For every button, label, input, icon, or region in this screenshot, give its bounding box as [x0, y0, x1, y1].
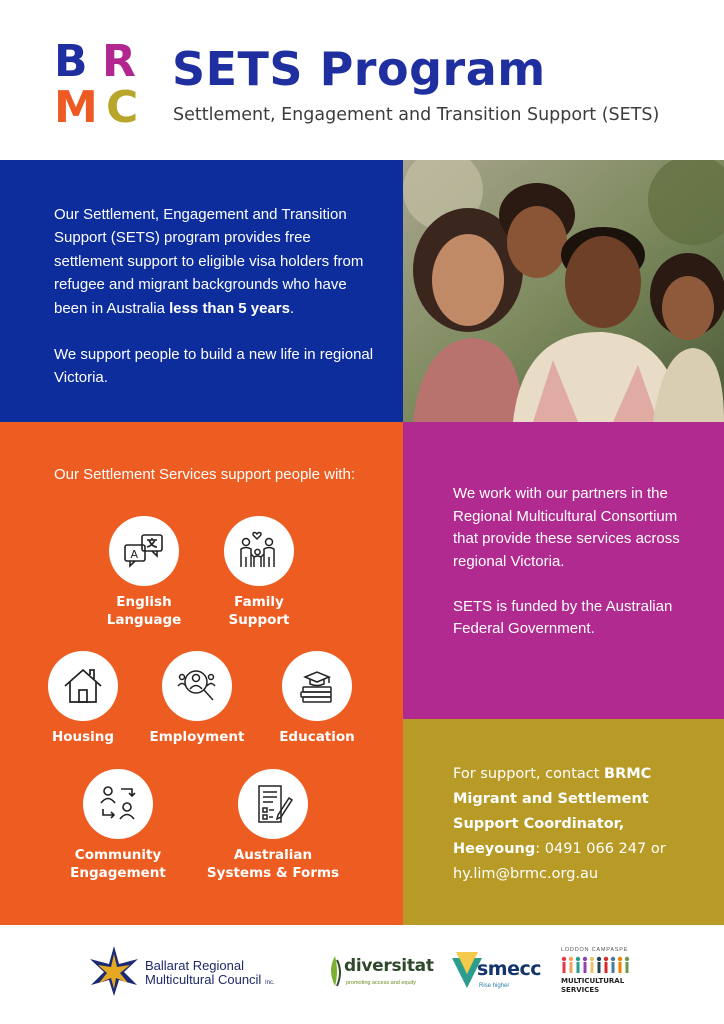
- service-label-line1: Australian: [233, 847, 313, 863]
- family-photo: [403, 160, 724, 422]
- brmc-footer-line2: [145, 973, 275, 990]
- service-label-line1: Community: [74, 847, 162, 863]
- lcms-line2: SERVICES: [561, 986, 600, 994]
- intro-text: [54, 203, 384, 390]
- service-label: [38, 847, 198, 882]
- diversitat-logo-text: diversitat: [344, 956, 434, 976]
- service-label-line1: Employment: [149, 729, 245, 745]
- brmc-footer-name: [145, 959, 275, 990]
- service-icon-circle: [109, 516, 179, 586]
- service-label-line1: Family: [234, 594, 284, 610]
- employment-search-icon: [175, 664, 219, 708]
- logo-letter-c: C: [106, 82, 139, 133]
- brmc-logo: [54, 36, 146, 133]
- intro-paragraph-1: [54, 203, 384, 320]
- brmc-footer-line2-text: Multicultural Council: [145, 972, 262, 987]
- graduation-books-icon: [295, 664, 339, 708]
- lcms-line1: MULTICULTURAL: [561, 977, 625, 985]
- partners-text: [453, 483, 703, 641]
- service-label: [237, 729, 397, 747]
- brmc-footer-inc: Inc.: [264, 980, 275, 986]
- service-label-line2: Systems & Forms: [206, 864, 340, 881]
- intro-p1-end: .: [290, 299, 295, 317]
- service-family-support: [179, 516, 339, 629]
- service-icon-circle: [224, 516, 294, 586]
- contact-prefix: For support, contact: [453, 766, 605, 782]
- family-photo-illustration: [403, 160, 724, 422]
- partners-paragraph-2: SETS is funded by the Australian Federal Government.: [453, 597, 673, 637]
- contact-coordinator: BRMC Migrant and Settlement Support Coordinator, Heeyoung: [453, 766, 652, 857]
- intro-p1-text: Our Settlement, Engagement and Transition Support (SETS) program provides free settlement support to eligible visa holders from refugee and migrant backgrounds who have been in Australia: [54, 206, 364, 317]
- service-label-line2: Support: [228, 611, 290, 628]
- diversitat-tagline: promoting access and equity: [346, 980, 417, 986]
- service-label-line1: Education: [279, 729, 355, 745]
- logo-letter-r: R: [102, 36, 136, 87]
- page-title: SETS Program: [172, 42, 546, 96]
- house-icon: [61, 664, 105, 708]
- intro-paragraph-2: We support people to build a new life in regional Victoria.: [54, 346, 374, 387]
- service-icon-circle: [48, 651, 118, 721]
- contact-details: : 0491 066 247 or hy.lim@brmc.org.au: [453, 841, 666, 882]
- services-lead: Our Settlement Services support people with:: [54, 466, 355, 483]
- service-label-line2: Language: [106, 611, 182, 628]
- lcms-people-icon: [561, 956, 633, 974]
- contact-text: [453, 762, 708, 887]
- service-australian-systems-forms: [193, 769, 353, 882]
- brmc-footer-line1: Ballarat Regional: [145, 958, 245, 973]
- smecc-tagline: Rise higher: [479, 983, 510, 989]
- service-community-engagement: [38, 769, 198, 882]
- translate-icon: [122, 529, 166, 573]
- family-icon: [237, 529, 281, 573]
- service-label: [179, 594, 339, 629]
- lcms-region-text: LODDON CAMPASPE: [561, 947, 629, 953]
- partners-paragraph-1: We work with our partners in the Regional Multicultural Consortium that provide these services across regional Victoria.: [453, 485, 680, 570]
- logo-letter-m: M: [54, 82, 98, 133]
- service-education: [237, 651, 397, 747]
- service-icon-circle: [162, 651, 232, 721]
- svg-text:A: A: [130, 548, 139, 561]
- service-icon-circle: [282, 651, 352, 721]
- service-label-line2: Engagement: [70, 864, 166, 881]
- page-subtitle: Settlement, Engagement and Transition Support (SETS): [173, 105, 660, 125]
- form-pen-icon: [251, 782, 295, 826]
- lcms-logo-text: [561, 977, 624, 995]
- service-icon-circle: [238, 769, 308, 839]
- service-label-line1: Housing: [51, 729, 115, 745]
- community-exchange-icon: [96, 782, 140, 826]
- intro-p1-bold: less than 5 years: [169, 299, 290, 317]
- service-label: [193, 847, 353, 882]
- smecc-logo-text: smecc: [477, 958, 542, 980]
- logo-letter-b: B: [54, 36, 88, 87]
- service-label-line1: English: [116, 594, 172, 610]
- brmc-star-icon: [88, 945, 140, 997]
- service-icon-circle: [83, 769, 153, 839]
